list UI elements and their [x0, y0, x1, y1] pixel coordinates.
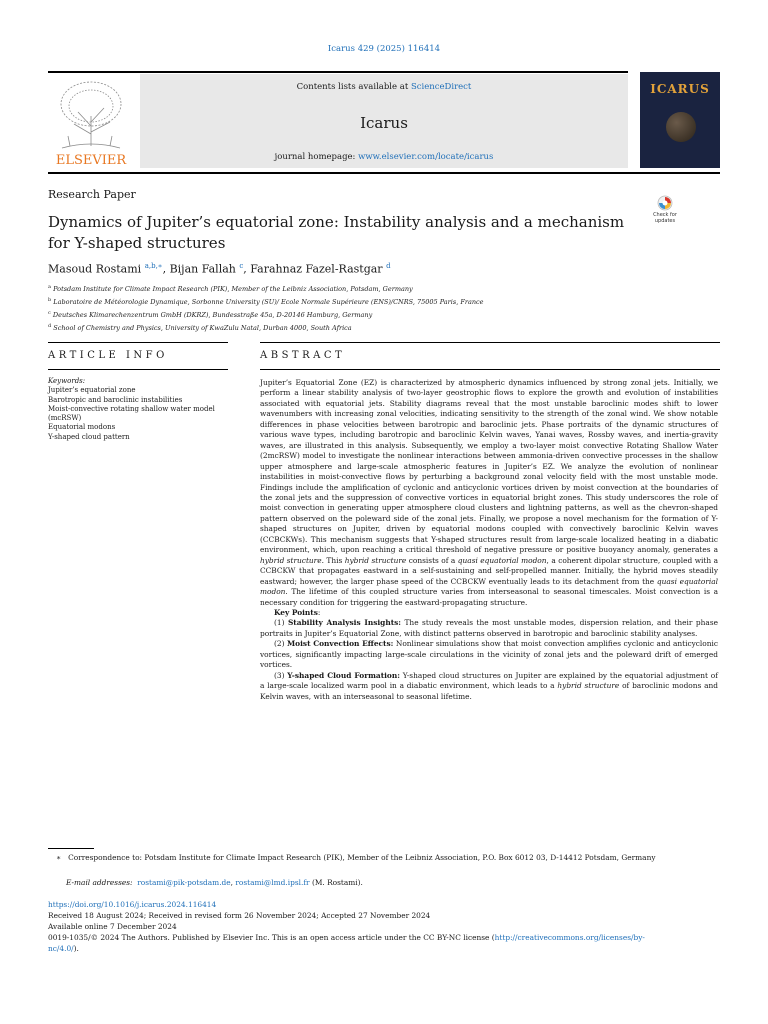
license-line-2: [48, 943, 720, 954]
article-metadata: [48, 899, 720, 954]
author-marks[interactable]: d: [386, 262, 391, 270]
article-title: Dynamics of Jupiter’s equatorial zone: Instability analysis and a mechanism for Y-shaped structures: [48, 213, 625, 252]
author-name: Farahnaz Fazel-Rastgar: [250, 262, 383, 276]
email-link[interactable]: rostami@lmd.ipsl.fr: [235, 878, 310, 887]
key-point-emphasis: hybrid structure: [557, 681, 620, 691]
journal-citation[interactable]: Icarus 429 (2025) 116414: [327, 44, 441, 54]
keyword-item: Equatorial modons: [48, 423, 116, 432]
key-points-label: Key Points: [274, 607, 318, 617]
author-marks[interactable]: c: [239, 262, 244, 270]
key-point-text: Nonlinear simulations show that moist convection amplifies cyclonic and anticyclonic vortices, significantly impacting large-scale circulations in the vicinity of zonal jets and the poleward drift of emerged vortices.: [260, 639, 718, 670]
email-addresses: E-mail addresses: rostami@pik-potsdam.de, rostami@lmd.ipsl.fr (M. Rostami).: [66, 878, 363, 887]
affiliation-text: School of Chemistry and Physics, University of KwaZulu Natal, Durban 4000, South Africa: [53, 324, 352, 333]
abstract-emphasis: quasi equatorial modon: [457, 555, 547, 565]
crossmark-line2: updates: [654, 218, 676, 224]
license-text: 0019-1035/© 2024 The Authors. Published by Elsevier Inc. This is an open access article under the CC BY-NC license (: [48, 933, 495, 942]
journal-header-box: [140, 74, 628, 168]
abstract-text: Jupiter’s Equatorial Zone (EZ) is characterized by atmospheric dynamics influenced by strong zonal jets. Initially, we perform a linear stability analysis of two-layer geostrophic flows to explore the growth and evolution of instabilities associated with equatorial jets. Stability diagrams reveal that the most unstable baroclinic modes shift to lower wavenumbers with increasing zonal velocities, indicating sensitivity to the strength of the zonal wind. We show notable differences in phase velocities between barotropic and baroclinic jets. Phase portraits of the dynamic structures of various wave types, including barotropic and baroclinic Kelvin waves, Yanai waves, Rossby waves, and inertia-gravity waves, are illustrated in this analysis. Subsequently, we employ a two-layer moist convective Rotating Shallow Water (2mcRSW) model to investigate the nonlinear interactions between ammonia-driven convective processes in the shallow upper atmosphere and large-scale atmospheric features in Jupiter’s EZ. We analyze the evolution of nonlinear instabilities in moist-convective flows by perturbing a background zonal velocity field with the most unstable mode. Findings include the amplification of cyclonic and anticyclonic vortices driven by moist convection at the boundaries of the zonal jets and the suppression of convective vortices in equatorial bright zones. This study underscores the role of moist convection in generating upper atmosphere cloud clusters and lightning patterns, as well as the chevron-shaped pattern observed on the poleward side of the zonal jets. Finally, we propose a novel mechanism for the formation of Y-shaped structures on Jupiter, driven by equatorial modons coupled with convectively baroclinic Kelvin waves (CCBCKWs). This mechanism suggests that Y-shaped structures result from large-scale localized heating in a diabatic environment, which, upon reaching a critical threshold of negative pressure or positive buoyancy anomaly, generates a: [260, 378, 718, 555]
crossmark-icon: [650, 195, 680, 211]
homepage-prefix: journal homepage:: [274, 152, 359, 162]
affiliation-item: [48, 295, 720, 308]
publisher-logo[interactable]: [48, 76, 134, 168]
elsevier-tree-icon: [48, 76, 134, 168]
key-point-label: Y-shaped Cloud Formation:: [287, 670, 400, 680]
key-point-2: (2) Moist Convection Effects: Nonlinear simulations show that moist convection amplifies cyclonic and anticyclonic vortices, significantly impacting large-scale circulations in the vicinity of zonal jets and the poleward drift of emerged vortices.: [260, 639, 718, 670]
key-point-3: (3) Y-shaped Cloud Formation: Y-shaped cloud structures on Jupiter are explained by the equatorial adjustment of a large-scale localized warm pool in a diabatic environment, which leads to a hybrid structure of baroclinic modons and Kelvin waves, with an interseasonal to seasonal lifetime.: [260, 670, 718, 701]
key-points-heading: Key Points:: [274, 607, 321, 617]
keyword-item: Barotropic and baroclinic instabilities: [48, 395, 183, 404]
affiliation-text: Potsdam Institute for Climate Impact Research (PIK), Member of the Leibniz Association, Potsdam, Germany: [53, 285, 413, 294]
abstract-heading: ABSTRACT: [260, 350, 346, 361]
journal-cover[interactable]: [640, 72, 720, 168]
abstract-top-rule: [260, 342, 720, 343]
key-point-text: of baroclinic modons and Kelvin waves, with an interseasonal to seasonal lifetime.: [260, 681, 718, 701]
history-dates: Received 18 August 2024; Received in revised form 26 November 2024; Accepted 27 November 2024: [48, 911, 431, 920]
homepage-link[interactable]: www.elsevier.com/locate/icarus: [358, 152, 494, 162]
key-point-label: Moist Convection Effects:: [286, 639, 394, 649]
paper-type: Research Paper: [48, 188, 136, 201]
sciencedirect-link[interactable]: ScienceDirect: [410, 82, 472, 92]
contents-prefix: Contents lists available at: [296, 82, 411, 92]
affiliation-item: [48, 321, 720, 334]
abstract-text: , a coherent dipolar structure, coupled with a CCBCKW that propagates eastward in a self-sustaining and self-propelled manner. Initially, the hybrid moves steadily eastward; however, the larger phase speed of the CCBCKW eventually leads to its detachment from the: [260, 555, 718, 586]
abstract-body: [260, 378, 718, 702]
license-link[interactable]: http://creativecommons.org/licenses/by-: [494, 933, 645, 942]
doi-link[interactable]: https://doi.org/10.1016/j.icarus.2024.116414: [48, 900, 217, 909]
abstract-text: . This: [321, 555, 345, 565]
crossmark-line1: Check for: [653, 212, 677, 218]
article-info-top-rule: [48, 342, 228, 343]
footnote-text: Correspondence to: Potsdam Institute for Climate Impact Research (PIK), Member of the Leibniz Association, P.O. Box 6012 03, D-14412 Potsdam, Germany: [68, 853, 656, 862]
key-point-text: The study reveals the most unstable modes, dispersion relation, and their phase portraits in Jupiter’s Equatorial Zone, with distinct patterns observed in barotropic and baroclinic stability analyses.: [260, 618, 718, 638]
cover-title: ICARUS: [650, 82, 710, 96]
keyword-item: (mcRSW): [48, 414, 82, 423]
affiliation-item: [48, 308, 720, 321]
affiliation-mark: b: [48, 297, 52, 304]
affiliation-text: Laboratoire de Météorologie Dynamique, Sorbonne University (SU)/ Ecole Normale Supérieure (ENS)/CNRS, 75005 Paris, France: [53, 298, 484, 307]
affiliation-mark: a: [48, 284, 51, 290]
email-link[interactable]: rostami@pik-potsdam.de: [137, 878, 231, 887]
keywords-block: [48, 377, 228, 442]
keyword-item: Y-shaped cloud pattern: [48, 432, 130, 441]
affiliation-mark: c: [48, 310, 51, 317]
contents-line: [140, 82, 628, 92]
affiliation-text: Deutsches Klimarechenzentrum GmbH (DKRZ), Bundesstraße 45a, D-20146 Hamburg, Germany: [52, 311, 373, 320]
email-label: E-mail addresses:: [66, 878, 133, 887]
abstract-text: consists of a: [406, 555, 458, 565]
abstract-emphasis: hybrid structure: [260, 555, 322, 565]
abstract-emphasis: hybrid structure: [344, 555, 407, 565]
license-text: ).: [73, 944, 79, 953]
affiliation-mark: d: [48, 323, 52, 330]
header-top-rule: [48, 71, 628, 73]
footnote-rule: [48, 848, 94, 849]
author-name: Bijan Fallah: [169, 262, 236, 276]
key-point-text: Y-shaped cloud structures on Jupiter are explained by the equatorial adjustment of a large-scale localized warm pool in a diabatic environment, which leads to a: [260, 670, 718, 691]
article-info-bottom-rule: [48, 369, 228, 370]
affiliations: [48, 282, 720, 335]
license-line: [48, 932, 720, 943]
email-suffix: (M. Rostami).: [309, 878, 363, 887]
cover-planet-icon: [666, 112, 696, 142]
journal-name: Icarus: [360, 114, 408, 132]
publisher-name: ELSEVIER: [55, 153, 127, 168]
key-point-label: Stability Analysis Insights:: [287, 618, 402, 628]
online-date: Available online 7 December 2024: [48, 922, 177, 931]
abstract-emphasis: quasi equatorial modon: [260, 576, 719, 597]
crossmark-label: [649, 212, 681, 224]
header-bottom-rule: [48, 172, 720, 174]
author-name: Masoud Rostami: [48, 262, 142, 276]
keyword-item: Jupiter’s equatorial zone: [48, 386, 136, 395]
keywords-label: Keywords:: [48, 377, 86, 385]
affiliation-item: [48, 282, 720, 295]
correspondence-footnote: [56, 853, 720, 863]
key-point-1: (1) Stability Analysis Insights: The study reveals the most unstable modes, dispersion relation, and their phase portraits in Jupiter’s Equatorial Zone, with distinct patterns observed in barotropic and baroclinic stability analyses.: [260, 618, 718, 638]
footnote-mark: ∗: [56, 853, 62, 862]
author-list: Masoud Rostami $^{a,b,∗}$, Bijan Fallah $^c$, Farahnaz Fazel-Rastgar $^d$: [48, 262, 391, 276]
homepage-line: [140, 152, 628, 162]
abstract-bottom-rule: [260, 369, 720, 370]
article-info-heading: ARTICLE INFO: [48, 350, 168, 361]
license-link[interactable]: nc/4.0/: [48, 944, 74, 953]
author-marks[interactable]: a,b,∗: [144, 262, 163, 270]
abstract-paragraph: [260, 378, 718, 608]
keyword-item: Moist-convective rotating shallow water model: [48, 404, 215, 413]
abstract-text: . The lifetime of this coupled structure varies from interseasonal to seasonal timescales. Moist convection is a necessary condition for triggering the eastward-propagating structure.: [260, 587, 718, 607]
